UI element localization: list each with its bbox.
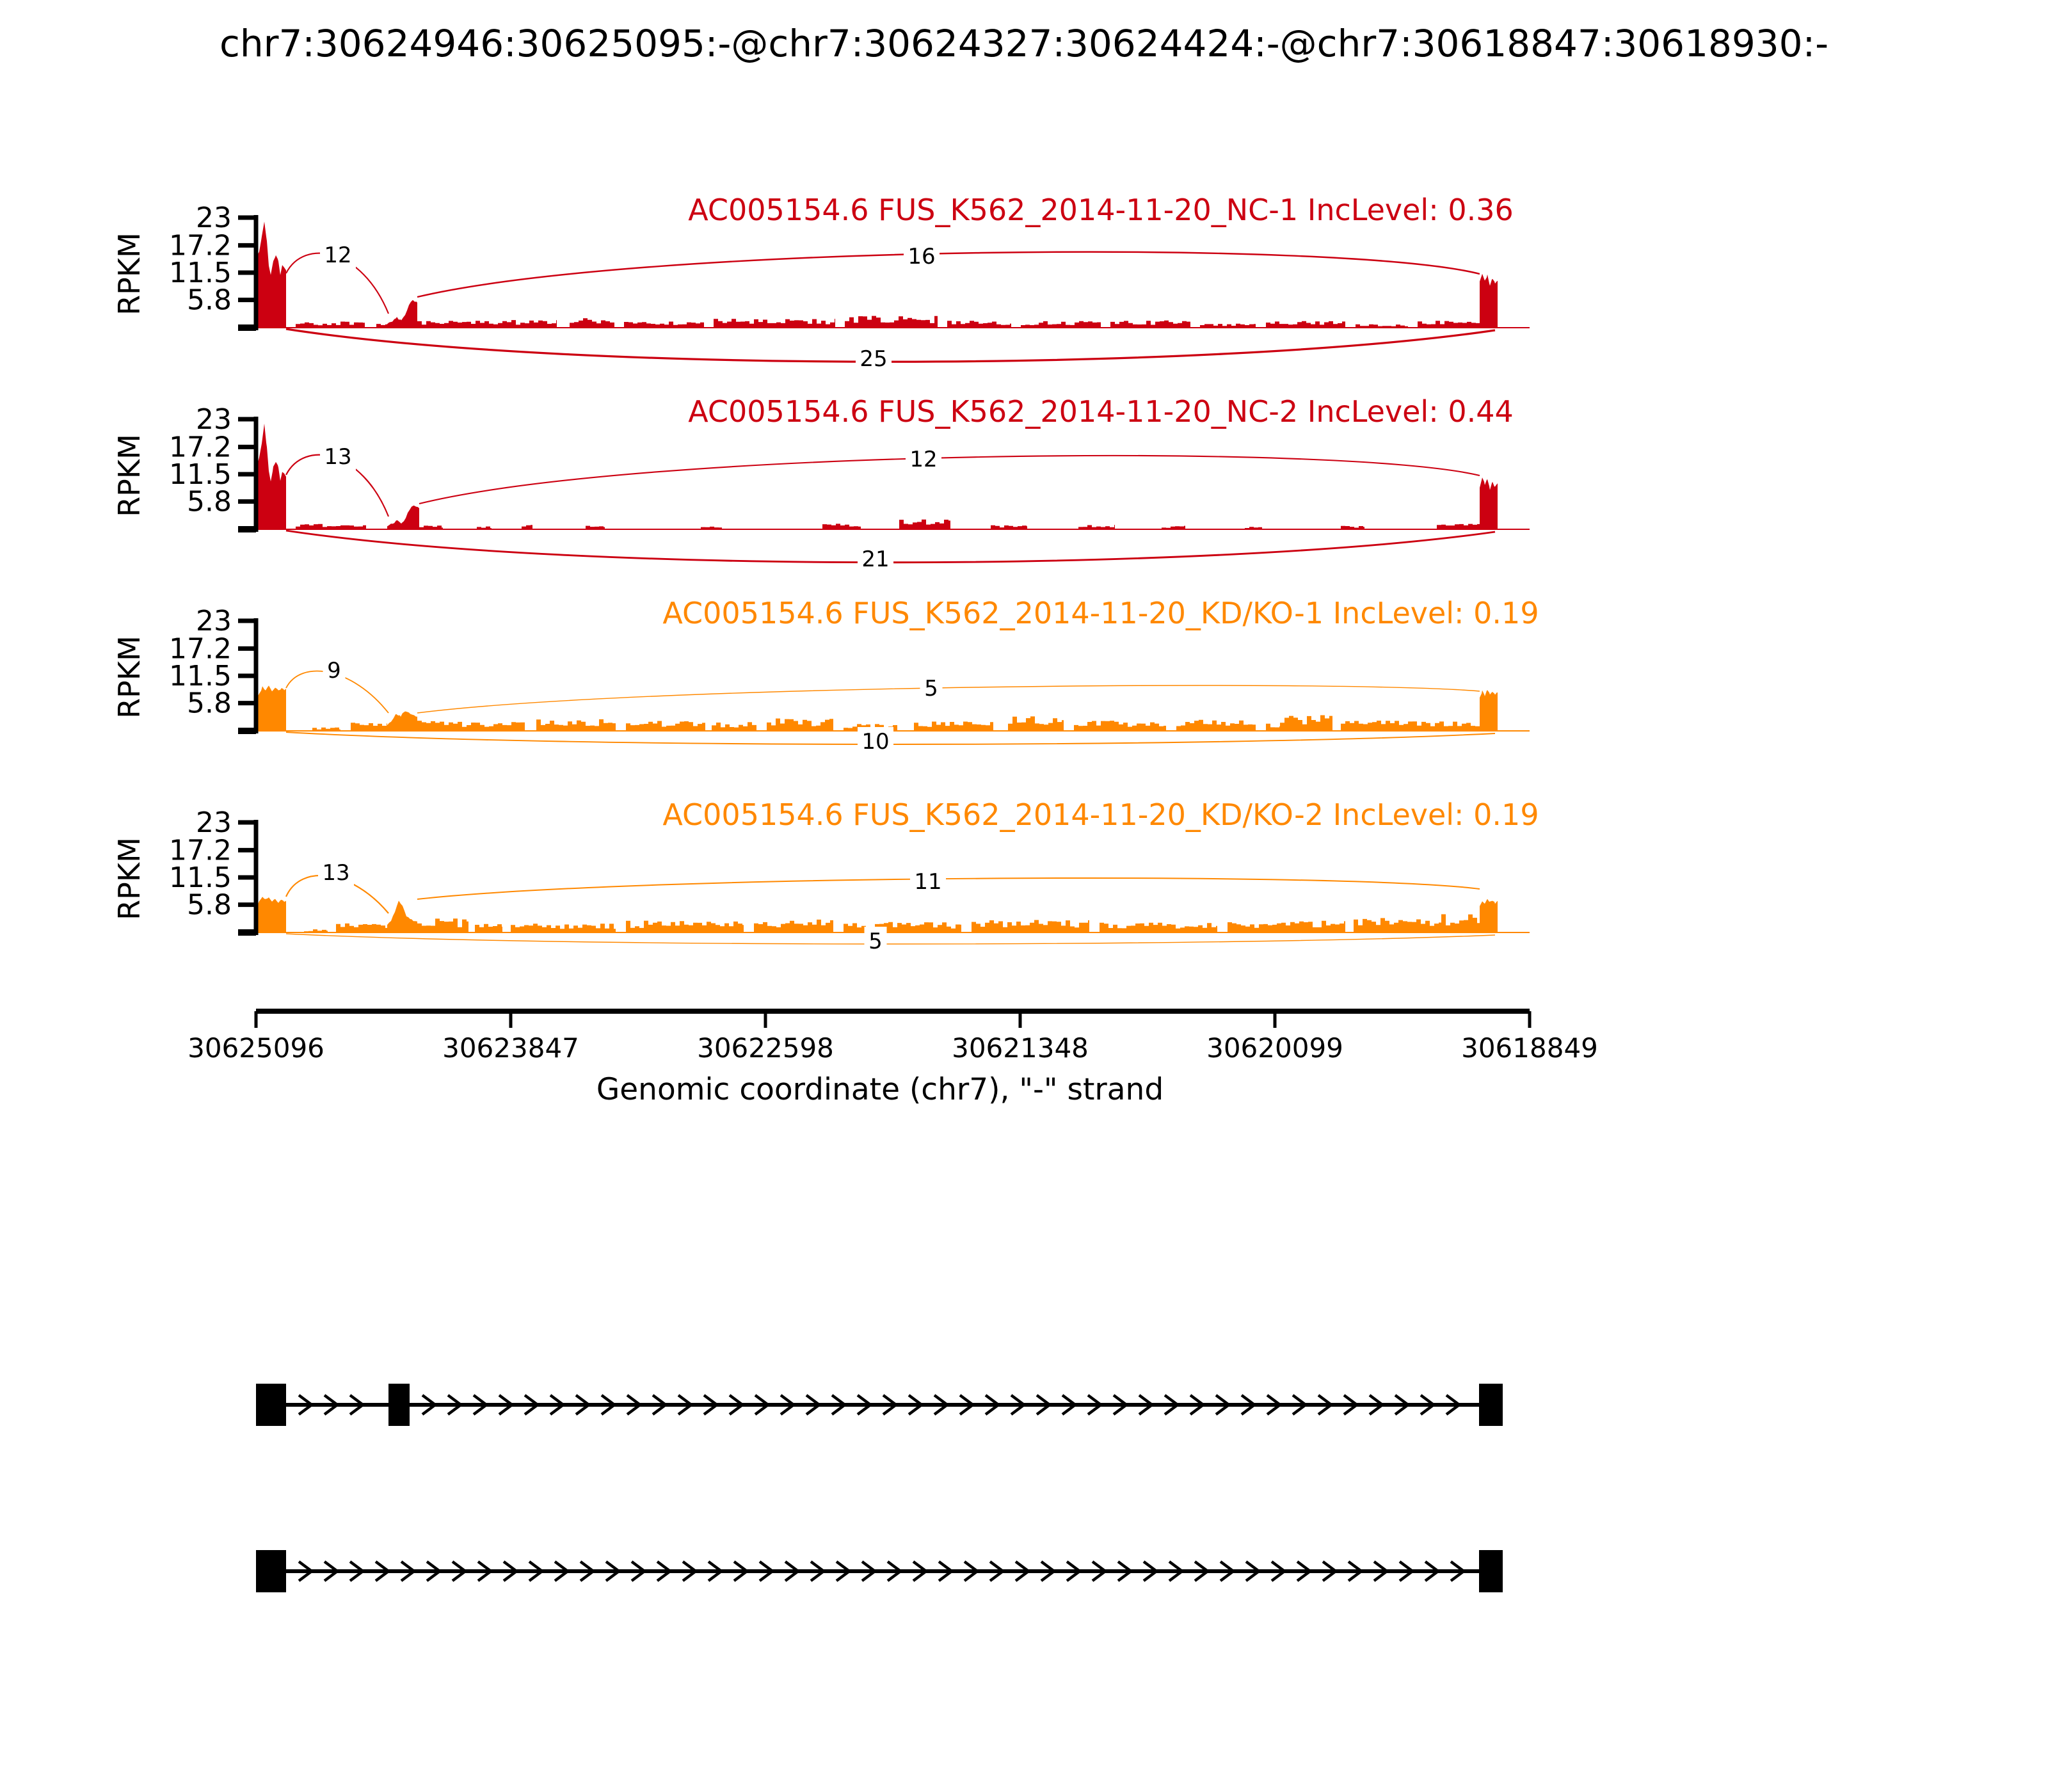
junction-count-label: 12 [909, 447, 938, 472]
coverage-region [701, 527, 722, 529]
y-axis-label: RPKM [112, 434, 147, 517]
coverage-region [570, 318, 614, 328]
coverage-region [336, 924, 387, 932]
coverage-exon3 [1480, 899, 1498, 932]
y-axis-label: RPKM [112, 232, 147, 316]
junction-count-label: 13 [322, 860, 350, 886]
coverage-exon1 [256, 221, 286, 328]
coverage-region [376, 324, 387, 328]
coverage-region [1441, 915, 1480, 933]
coverage-region [1008, 716, 1064, 731]
coverage-region [312, 728, 340, 731]
junction-count-label: 25 [860, 346, 888, 372]
junction-count-label: 11 [914, 869, 942, 895]
coverage-region [822, 524, 861, 529]
coverage-region [1100, 923, 1217, 932]
coverage-region [1266, 724, 1280, 731]
x-tick-label: 30622598 [697, 1032, 834, 1064]
junction-count-label: 5 [868, 929, 883, 954]
junction-arc [419, 456, 1480, 504]
junction-count-label: 5 [924, 676, 938, 701]
coverage-region [1074, 721, 1166, 731]
x-tick-label: 30618849 [1461, 1032, 1598, 1064]
coverage-region [845, 316, 938, 328]
y-tick-label: 23 [196, 202, 232, 235]
coverage-region [1341, 721, 1480, 731]
coverage-region [1021, 321, 1101, 328]
junction-count-label: 10 [861, 729, 890, 755]
coverage-region [991, 525, 1027, 529]
coverage-exon2 [387, 506, 419, 529]
y-tick-label: 11.5 [169, 861, 232, 895]
track-title: AC005154.6 FUS_K562_2014-11-20_KD/KO-2 IncLevel: 0.19 [662, 797, 1539, 832]
isoform-diagram [83, 1344, 1536, 1632]
track-title: AC005154.6 FUS_K562_2014-11-20_KD/KO-1 IncLevel: 0.19 [662, 596, 1539, 630]
coverage-region [1418, 321, 1480, 328]
sashimi-track-2 [83, 394, 1536, 593]
y-tick-label: 17.2 [169, 431, 232, 464]
coverage-region [477, 527, 492, 529]
junction-count-label: 9 [327, 658, 341, 684]
coverage-exon1 [256, 897, 286, 932]
y-tick-label: 11.5 [169, 257, 232, 290]
x-tick-label: 30623847 [442, 1032, 579, 1064]
coverage-region [972, 920, 1089, 933]
y-tick-label: 23 [196, 403, 232, 436]
x-axis-title: Genomic coordinate (chr7), "-" strand [596, 1072, 1164, 1107]
coverage-region [475, 924, 502, 932]
y-tick-label: 23 [196, 806, 232, 840]
coverage-region [1200, 324, 1256, 328]
coverage-exon3 [1480, 690, 1498, 731]
coverage-region [296, 524, 366, 529]
y-tick-label: 5.8 [187, 485, 232, 518]
x-tick-label: 30620099 [1206, 1032, 1343, 1064]
coverage-region [714, 319, 835, 328]
coverage-region [624, 322, 704, 328]
y-tick-label: 17.2 [169, 229, 232, 262]
track-title: AC005154.6 FUS_K562_2014-11-20_NC-2 IncLevel: 0.44 [688, 394, 1514, 429]
coverage-exon3 [1480, 274, 1498, 328]
junction-arc [417, 685, 1480, 713]
coverage-region [1078, 525, 1115, 529]
exon-box [256, 1550, 286, 1592]
coverage-region [947, 321, 1011, 328]
exon-box [388, 1384, 410, 1426]
coverage-region [522, 525, 532, 529]
x-tick-label: 30625096 [188, 1032, 324, 1064]
exon-box [256, 1384, 286, 1426]
junction-count-label: 16 [908, 244, 936, 269]
coverage-region [351, 723, 387, 731]
coverage-exon3 [1480, 477, 1498, 529]
x-tick-label: 30621348 [952, 1032, 1089, 1064]
coverage-exon2 [387, 900, 417, 932]
coverage-region [626, 921, 744, 932]
y-tick-label: 11.5 [169, 458, 232, 492]
coverage-region [296, 322, 365, 328]
y-tick-label: 5.8 [187, 284, 232, 317]
coverage-region [899, 520, 950, 529]
coverage-region [767, 719, 833, 731]
coverage-region [712, 722, 756, 731]
exon-box [1479, 1384, 1503, 1426]
y-tick-label: 17.2 [169, 632, 232, 666]
junction-count-label: 13 [324, 444, 352, 470]
y-axis-label: RPKM [112, 837, 147, 920]
coverage-region [1176, 720, 1256, 731]
coverage-region [586, 526, 605, 529]
coverage-region [536, 719, 616, 731]
coverage-region [754, 920, 833, 932]
exon-box [1479, 1550, 1503, 1592]
y-tick-label: 23 [196, 605, 232, 638]
coverage-region [1356, 324, 1408, 328]
coverage-region [1341, 526, 1364, 529]
sashimi-track-1 [83, 192, 1536, 392]
coverage-region [1280, 716, 1332, 732]
y-tick-label: 5.8 [187, 888, 232, 922]
coverage-region [511, 924, 616, 932]
coverage-exon1 [256, 424, 286, 529]
y-axis-label: RPKM [112, 636, 147, 719]
figure-title: chr7:30624946:30625095:-@chr7:30624327:30624424:-@chr7:30618847:30618930:- [219, 22, 1829, 65]
coverage-region [1266, 321, 1345, 328]
skipping-isoform [256, 1550, 1503, 1592]
junction-arc [417, 878, 1480, 899]
sashimi-track-4 [83, 797, 1539, 996]
sashimi-track-3 [83, 595, 1539, 795]
junction-arc [286, 934, 1495, 944]
y-tick-label: 11.5 [169, 660, 232, 693]
coverage-region [419, 525, 443, 529]
junction-count-label: 21 [861, 547, 890, 572]
coverage-region [1110, 321, 1190, 328]
coverage-exon1 [256, 685, 286, 731]
coverage-region [1162, 526, 1185, 529]
coverage-region [1354, 918, 1441, 933]
coverage-region [417, 320, 557, 328]
coverage-region [914, 722, 993, 732]
coverage-region [1245, 527, 1262, 529]
coverage-region [1437, 524, 1480, 529]
inclusion-isoform [256, 1384, 1503, 1426]
junction-arc [417, 252, 1480, 297]
coverage-region [626, 721, 705, 732]
y-tick-label: 5.8 [187, 687, 232, 720]
coverage-region [1228, 921, 1345, 932]
coverage-region [304, 929, 328, 932]
junction-count-label: 12 [324, 243, 352, 268]
coverage-region [417, 721, 525, 731]
coverage-exon2 [387, 300, 417, 328]
x-axis [83, 986, 1598, 1120]
coverage-region [844, 922, 961, 932]
y-tick-label: 17.2 [169, 834, 232, 867]
coverage-region [417, 918, 468, 932]
track-title: AC005154.6 FUS_K562_2014-11-20_NC-1 IncLevel: 0.36 [688, 193, 1514, 227]
coverage-exon2 [387, 712, 417, 732]
